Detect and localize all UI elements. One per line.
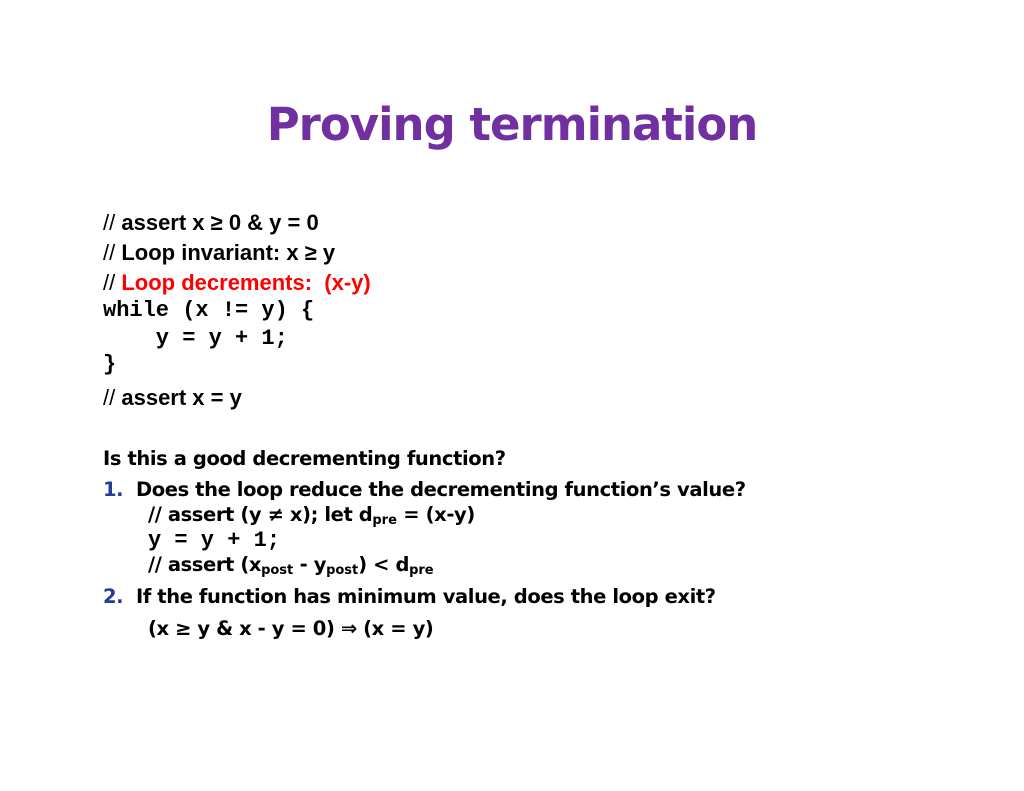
loop-decrements-line	[103, 272, 371, 294]
list-item-1-text: Does the loop reduce the decrementing function’s value?	[135, 478, 746, 501]
assert-post-text: // assert (x	[148, 553, 262, 576]
assert-precondition: assert x ≥ 0 & y = 0	[121, 210, 319, 235]
assert-postcondition: assert x = y	[121, 385, 242, 410]
list-item-2-text: If the function has minimum value, does the loop exit?	[135, 585, 716, 608]
subscript-pre-d: pre	[409, 563, 434, 578]
list-number-2: 2.	[103, 585, 124, 608]
while-loop-header: while (x != y) {	[103, 298, 315, 323]
list-item-1	[103, 480, 746, 500]
comment-prefix: //	[103, 270, 116, 295]
item-1-assert-pre	[148, 505, 475, 527]
comment-prefix: //	[103, 210, 116, 235]
question-heading: Is this a good decrementing function?	[103, 447, 506, 470]
comment-prefix: //	[103, 385, 116, 410]
subscript-post-y: post	[326, 563, 359, 578]
loop-invariant-line	[103, 242, 335, 264]
comment-prefix: //	[103, 240, 116, 265]
assert-post-mid2: ) < d	[358, 553, 410, 576]
assert-pre-suffix: = (x-y)	[396, 503, 475, 526]
list-number-1: 1.	[103, 478, 124, 501]
item-2-implication: (x ≥ y & x - y = 0) ⇒ (x = y)	[148, 617, 434, 640]
assert-precondition-line	[103, 212, 319, 234]
assert-pre-text: // assert (y ≠ x); let d	[148, 503, 373, 526]
closing-brace: }	[103, 352, 117, 377]
loop-invariant: Loop invariant: x ≥ y	[121, 240, 336, 265]
loop-decrements: Loop decrements: (x-y)	[121, 270, 371, 295]
loop-body: y = y + 1;	[103, 326, 288, 351]
assert-post-mid: - y	[293, 553, 327, 576]
list-item-2	[103, 587, 716, 607]
item-1-code: y = y + 1;	[148, 528, 281, 553]
slide-title: Proving termination	[266, 98, 758, 151]
subscript-post-x: post	[261, 563, 294, 578]
item-1-assert-post	[148, 555, 434, 577]
subscript-pre: pre	[372, 513, 397, 528]
assert-postcondition-line	[103, 387, 242, 409]
